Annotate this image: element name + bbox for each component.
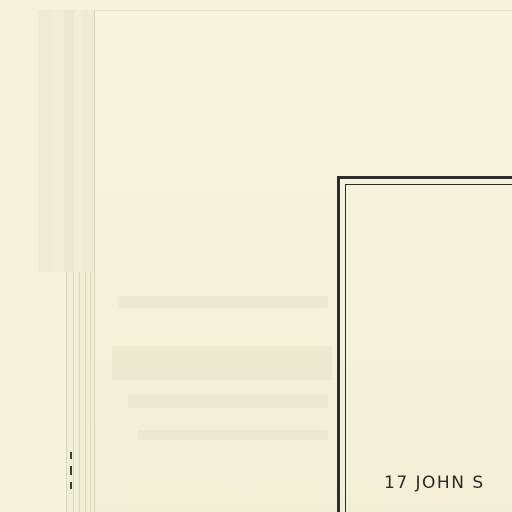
page-edge-mark bbox=[70, 482, 72, 489]
show-through-text bbox=[138, 430, 328, 440]
show-through-text bbox=[118, 296, 328, 308]
page-stack-lower bbox=[66, 272, 95, 512]
show-through-text bbox=[128, 394, 328, 408]
show-through-text bbox=[112, 346, 332, 380]
title-frame-inner-rule bbox=[345, 184, 512, 512]
publisher-address: 17 JOHN S bbox=[384, 473, 485, 493]
page-edge-mark bbox=[70, 466, 72, 475]
page-edge-mark bbox=[70, 452, 72, 459]
